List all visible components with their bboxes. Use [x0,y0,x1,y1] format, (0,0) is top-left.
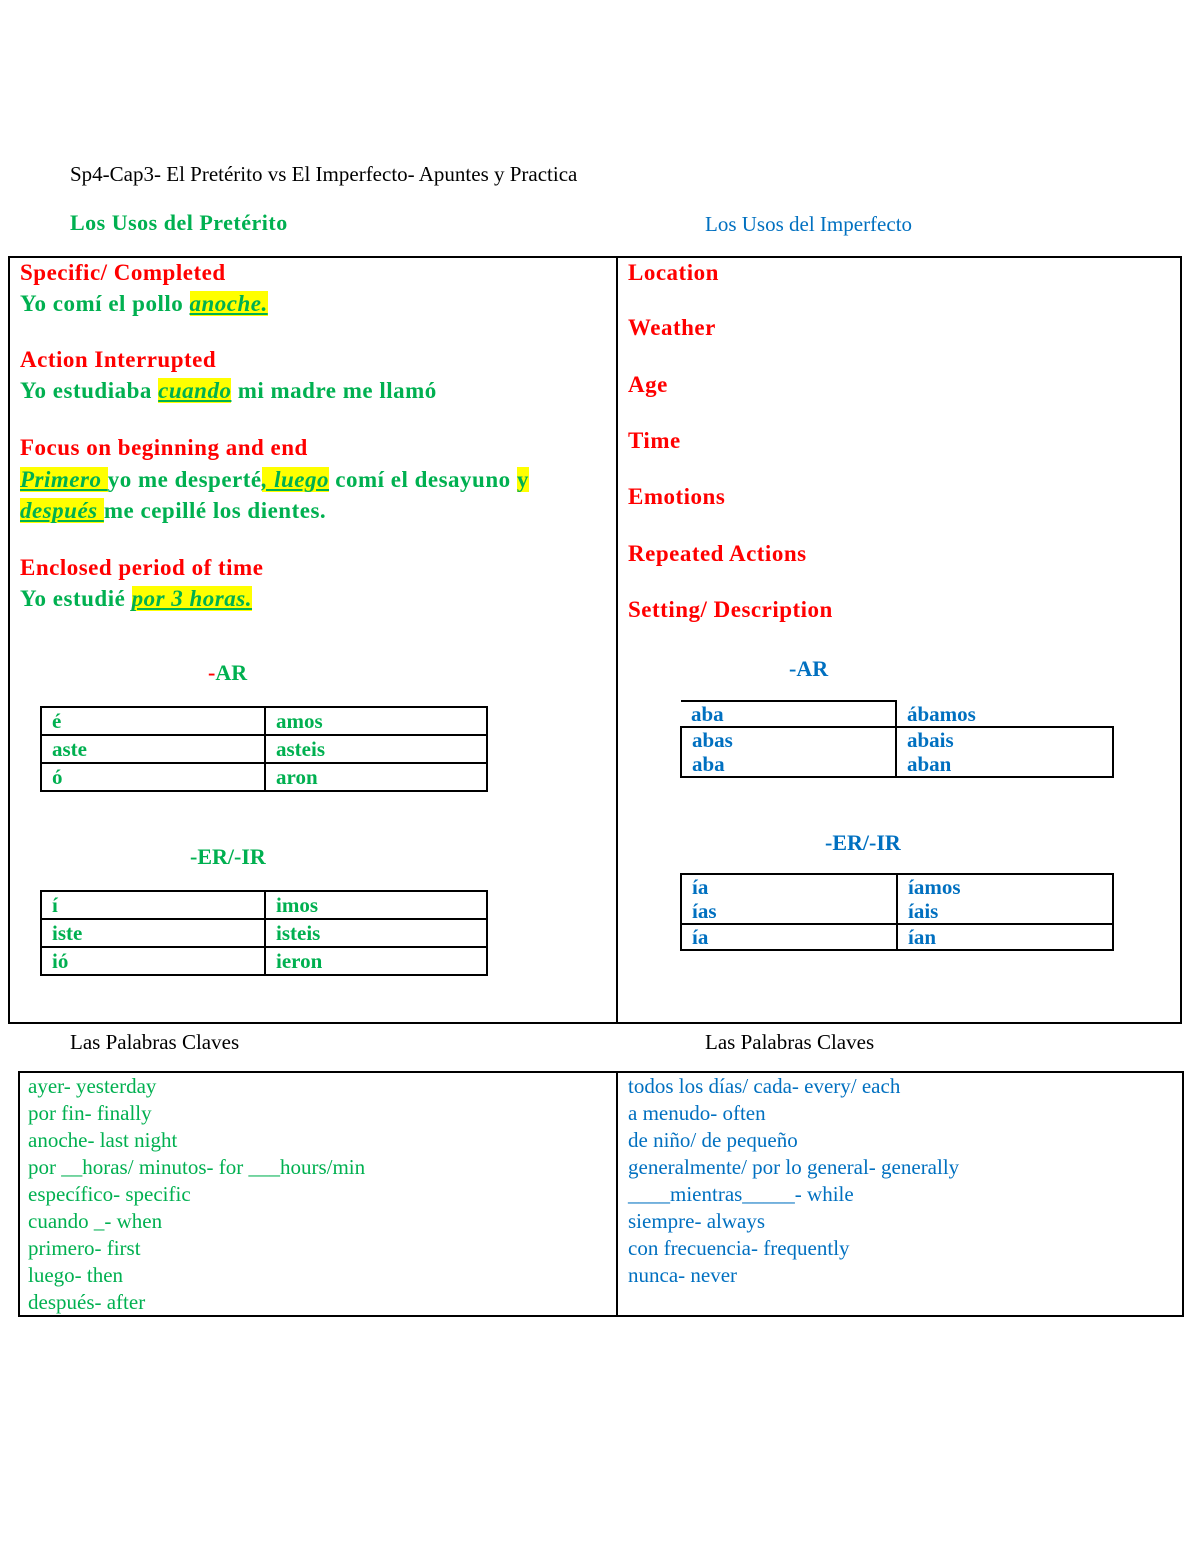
preterite-example-focus-line1 [20,467,529,493]
table-row [681,874,1113,899]
list-item: ayer- yesterday [28,1074,157,1098]
keyword-highlight: , luego [261,467,329,492]
list-item: primero- first [28,1236,141,1260]
table-cell: aba [681,701,896,727]
example-text: comí el desayuno [329,467,517,492]
table-row [41,707,487,735]
example-text: Yo estudié [20,586,132,611]
keyword-highlight: cuando [158,378,232,403]
table-cell: íamos [897,874,1113,899]
table-cell: amos [265,707,487,735]
table-cell: ían [897,924,1113,950]
imperfect-use-time: Time [628,428,681,453]
table-cell: asteis [265,735,487,763]
list-item: después- after [28,1290,146,1314]
table-row [41,735,487,763]
imperfect-use-location: Location [628,260,719,285]
preterite-example-interrupted [20,378,437,404]
list-item: anoche- last night [28,1128,178,1152]
imperfect-use-setting: Setting/ Description [628,597,833,622]
preterite-example-enclosed [20,586,252,612]
preterite-ar-title [208,660,247,686]
example-text: me cepillé los dientes. [103,498,327,523]
imperfect-use-emotions: Emotions [628,484,726,509]
table-cell: ías [681,899,897,924]
preterite-heading: Los Usos del Pretérito [70,210,288,235]
table-row [681,899,1113,924]
table-row [681,924,1113,950]
imperfect-ar-title: -AR [789,656,829,681]
list-item: de niño/ de pequeño [628,1128,798,1152]
preterite-example-specific [20,291,268,317]
table-cell: é [41,707,265,735]
imperfect-keywords-list [628,1073,959,1289]
table-cell: ábamos [896,701,1113,727]
list-item: todos los días/ cada- every/ each [628,1074,901,1098]
table-cell: aban [896,752,1113,777]
table-cell: ió [41,947,265,975]
table-cell: ía [681,874,897,899]
ar-dash: - [208,660,216,685]
preterite-ar-table [40,706,488,792]
table-cell: abais [896,727,1113,752]
keywords-table-divider [616,1071,618,1317]
keyword-highlight: Primero [20,467,108,492]
table-cell: iste [41,919,265,947]
list-item: generalmente/ por lo general- generally [628,1155,960,1179]
table-cell: imos [265,891,487,919]
ar-label: AR [215,660,248,685]
list-item: luego- then [28,1263,124,1287]
table-cell: ieron [265,947,487,975]
list-item: por fin- finally [28,1101,152,1125]
example-text: Yo comí el pollo [20,291,190,316]
keyword-highlight: por 3 horas. [131,586,252,611]
list-item: ____mientras_____- while [628,1182,854,1206]
list-item: a menudo- often [628,1101,766,1125]
table-row [681,701,1113,727]
imperfect-use-repeated: Repeated Actions [628,541,807,566]
imperfect-keywords-heading: Las Palabras Claves [705,1030,875,1054]
list-item: específico- specific [28,1182,191,1206]
example-text: Yo estudiaba [20,378,159,403]
example-text: mi madre me llamó [231,378,437,403]
imperfect-er-ir-table [680,873,1114,951]
example-text: yo me desperté [107,467,262,492]
table-row [41,919,487,947]
table-cell: aba [681,752,896,777]
list-item: cuando _- when [28,1209,163,1233]
table-cell: ía [681,924,897,950]
keyword-highlight: anoche. [189,291,268,316]
table-cell: íais [897,899,1113,924]
keyword-highlight: y [516,467,529,492]
table-row [41,947,487,975]
preterite-use-focus: Focus on beginning and end [20,435,308,460]
uses-table-divider [616,256,618,1024]
table-row [681,727,1113,752]
preterite-keywords-list [28,1073,365,1316]
preterite-keywords-heading: Las Palabras Claves [70,1030,240,1054]
preterite-use-specific: Specific/ Completed [20,260,226,285]
preterite-example-focus-line2 [20,498,326,524]
table-row [41,891,487,919]
table-cell: ó [41,763,265,791]
table-cell: abas [681,727,896,752]
preterite-er-ir-table [40,890,488,976]
list-item: con frecuencia- frequently [628,1236,850,1260]
list-item: siempre- always [628,1209,766,1233]
imperfect-er-ir-title: -ER/-IR [825,830,901,855]
table-row [41,763,487,791]
document-title: Sp4-Cap3- El Pretérito vs El Imperfecto- Apuntes y Practica [70,162,578,186]
table-cell: aron [265,763,487,791]
table-cell: aste [41,735,265,763]
table-cell: isteis [265,919,487,947]
preterite-use-enclosed: Enclosed period of time [20,555,264,580]
keyword-highlight: después [20,498,104,523]
table-cell: í [41,891,265,919]
preterite-use-interrupted: Action Interrupted [20,347,217,372]
table-row [681,752,1113,777]
imperfect-heading: Los Usos del Imperfecto [705,212,913,236]
preterite-er-ir-title: -ER/-IR [190,844,266,869]
list-item: por __horas/ minutos- for ___hours/min [28,1155,366,1179]
imperfect-use-weather: Weather [628,315,716,340]
list-item: nunca- never [628,1263,738,1287]
imperfect-use-age: Age [628,372,668,397]
imperfect-ar-table [680,700,1114,778]
